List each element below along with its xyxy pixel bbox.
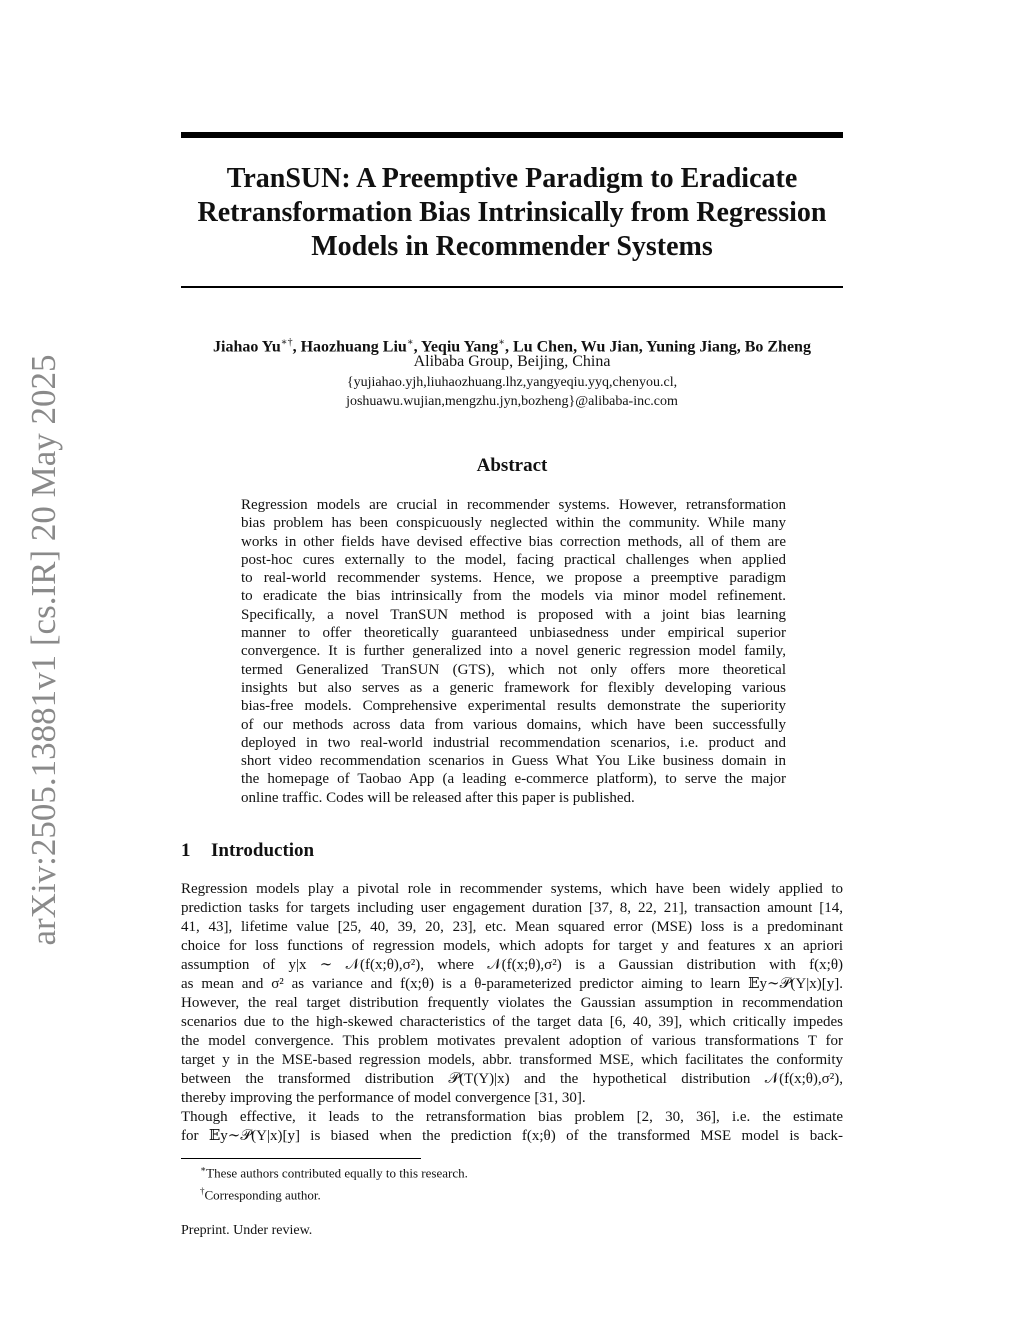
arxiv-stamp-text: arXiv:2505.13881v1 [cs.IR] 20 May 2025: [24, 354, 63, 946]
body-line: Though effective, it leads to the retransformation bias problem [2, 30, 36], i.e. the estimate: [181, 1109, 843, 1125]
body-line: scenarios due to the high-skewed characteristics of the target data [6, 40, 39], which critically impedes: [181, 1014, 843, 1030]
abstract-line: convergence. It is further generalized into a novel generic regression model family,: [241, 643, 786, 660]
body-line: between the transformed distribution 𝒫(T(Y)|x) and the hypothetical distribution 𝒩(f(x;θ),σ²),: [181, 1071, 843, 1087]
section-title: Introduction: [211, 840, 315, 861]
author-name: , Haozhuang Liu: [292, 338, 407, 356]
footnotes: [200, 1160, 468, 1205]
abstract-line: of our methods across data from various domains, which have been successfully: [241, 716, 786, 733]
title-bottom-rule: [181, 286, 843, 288]
author-marks: ∗: [406, 337, 414, 348]
author-emails: [181, 373, 843, 411]
footnote-corresponding-author: [200, 1182, 468, 1204]
title-line: Models in Recommender Systems: [311, 231, 713, 262]
body-line: choice for loss functions of regression models, which adopts for target y and features x an apriori: [181, 938, 843, 954]
abstract-line: Specifically, a novel TranSUN method is proposed with a joint bias learning: [241, 606, 786, 623]
abstract-heading: Abstract: [476, 455, 548, 476]
footnote-mark: ∗: [200, 1164, 207, 1174]
footnote-text: Corresponding author.: [204, 1187, 321, 1203]
preprint-note: Preprint. Under review.: [181, 1223, 313, 1238]
body-line: prediction tasks for targets including user engagement duration [37, 8, 22, 21], transaction amount [14,: [181, 900, 843, 916]
abstract-line: post-hoc cures externally to the model, facing practical challenges when applied: [241, 551, 786, 568]
body-line: for 𝔼y∼𝒫(Y|x)[y] is biased when the prediction f(x;θ) of the transformed MSE model is back-: [181, 1128, 843, 1144]
body-line: target y in the MSE-based regression models, abbr. transformed MSE, which facilitates the conformity: [181, 1052, 843, 1068]
abstract-line: termed Generalized TranSUN (GTS), which not only offers more theoretical: [241, 661, 786, 678]
author-marks: ∗†: [280, 337, 293, 348]
abstract-line: short video recommendation scenarios in Guess What You Like business domain in: [241, 753, 786, 770]
author-name: , Yeqiu Yang: [413, 338, 499, 356]
title-top-rule: [181, 132, 843, 138]
email-line: joshuawu.wujian,mengzhu.jyn,bozheng}@alibaba-inc.com: [346, 394, 678, 409]
abstract-line: deployed in two real-world industrial recommendation scenarios, i.e. product and: [241, 734, 786, 751]
abstract-line: bias-free models. Comprehensive experimental results demonstrate the superiority: [241, 698, 786, 715]
abstract-line: manner to offer theoretically guaranteed unbiasedness under empirical superior: [241, 625, 786, 642]
email-line: {yujiahao.yjh,liuhaozhuang.lhz,yangyeqiu.yyq,chenyou.cl,: [346, 375, 678, 390]
section-number: 1: [181, 840, 191, 861]
footnote-mark: †: [200, 1186, 205, 1197]
footnote-rule: [181, 1158, 421, 1159]
abstract-line: bias problem has been conspicuously neglected within the community. While many: [241, 515, 786, 532]
intro-paragraph-2: [181, 1108, 843, 1146]
abstract-line: works in other fields have devised effective bias correction methods, all of them are: [241, 533, 786, 550]
body-line: 41, 43], lifetime value [25, 40, 39, 20, 23], etc. Mean squared error (MSE) loss is a predominant: [181, 919, 843, 935]
abstract-line: Regression models are crucial in recommender systems. However, retransformation: [241, 497, 786, 513]
author-name: , Lu Chen, Wu Jian, Yuning Jiang, Bo Zheng: [505, 338, 811, 356]
body-line: thereby improving the performance of model convergence [31, 30].: [181, 1090, 586, 1106]
footnote-text: These authors contributed equally to this research.: [206, 1165, 468, 1181]
affiliation: Alibaba Group, Beijing, China: [413, 353, 611, 370]
footnote-equal-contribution: [200, 1160, 468, 1182]
author-marks: ∗: [498, 337, 506, 348]
abstract-line: to real-world recommender systems. Hence, we propose a preemptive paradigm: [241, 570, 786, 587]
body-line: However, the real target distribution frequently violates the Gaussian assumption in recommendation: [181, 995, 843, 1011]
title-line: TranSUN: A Preemptive Paradigm to Eradicate: [226, 163, 798, 194]
body-line: as mean and σ² as variance and f(x;θ) is a θ-parameterized predictor aiming to learn 𝔼y∼𝒫(Y|x)[y].: [181, 976, 843, 992]
section-heading-introduction: [181, 840, 314, 862]
author-name: Jiahao Yu: [213, 338, 281, 356]
abstract-line: insights but also serves as a generic framework for flexibly developing various: [241, 679, 786, 696]
title-line: Retransformation Bias Intrinsically from Regression: [197, 197, 827, 228]
body-line: Regression models play a pivotal role in recommender systems, which have been widely applied to: [181, 881, 843, 897]
abstract-line: the homepage of Taobao App (a leading e-commerce platform), to serve the major: [241, 771, 786, 788]
abstract-line: to eradicate the bias intrinsically from the models via minor model refinement.: [241, 588, 786, 605]
body-line: assumption of y|x ∼ 𝒩(f(x;θ),σ²), where 𝒩(f(x;θ),σ²) is a Gaussian distribution with f(x;θ): [181, 957, 843, 973]
paper-title: [181, 162, 843, 264]
abstract-body: [241, 496, 786, 807]
body-line: the model convergence. This problem motivates prevalent adoption of various transformations T for: [181, 1033, 843, 1049]
abstract-line: online traffic. Codes will be released after this paper is published.: [241, 789, 635, 806]
intro-paragraph-1: [181, 880, 843, 1108]
